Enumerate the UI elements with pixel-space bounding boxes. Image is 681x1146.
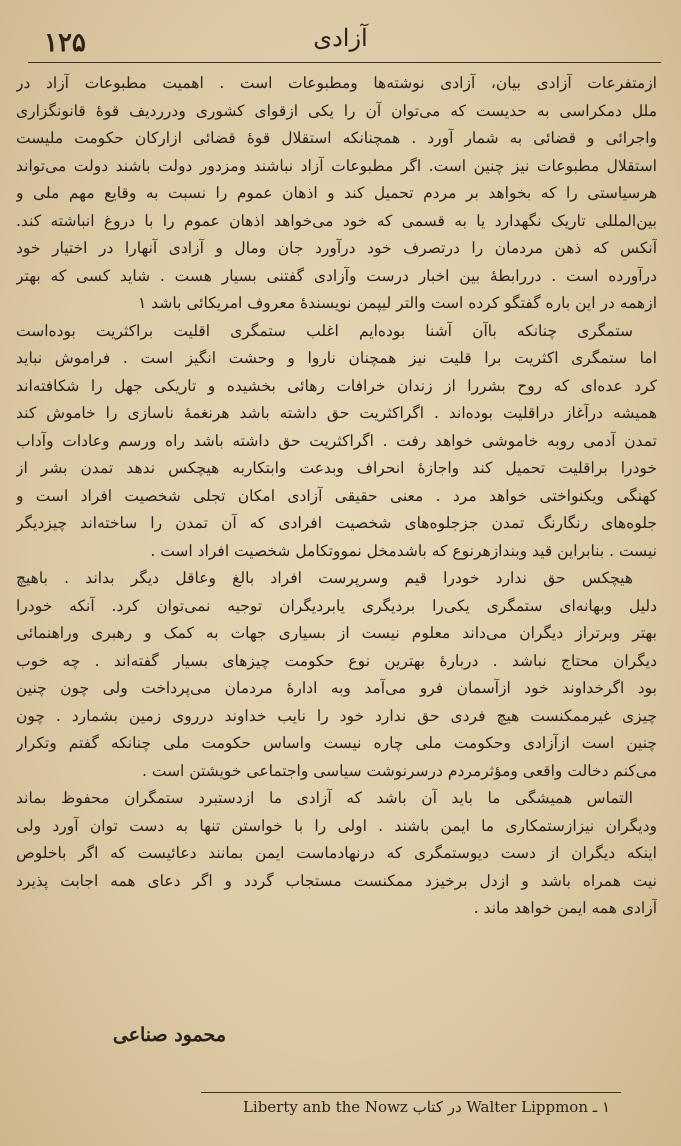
text-line: استقلال مطبوعات نیز چنین است. اگر مطبوعات آزاد نباشند ومزدور دولت باشند دولت می‌تواند <box>16 156 657 175</box>
text-line: واجرائی و قضائی به شمار آورد . همچنانکه استقلال قوهٔ قضائی ازارکان حکومت ملیست <box>16 129 657 147</box>
page-number: ۱۲۵ <box>44 28 86 58</box>
text-line: کرد عده‌ای که روح بشررا از زندان خرافات رهائی بخشیده و تاریکی جهل را شکافته‌اند <box>16 376 657 395</box>
text-line: ودیگران نیزازستمکاری ما ایمن باشند . اولی را با خواستن تنها به دست توان آورد ولی <box>16 816 657 835</box>
author-signature: محمود صناعی <box>112 1024 226 1046</box>
text-line: چنین است ازآزادی وحکومت ملی چاره نیست واساس حکومت ملی چنانکه گفتم وتکرار <box>16 734 657 752</box>
text-line: ازهمه در این باره گفتگو کرده است والتر لیپمن نویسندهٔ معروف امریکائی باشد ۱ <box>137 294 657 312</box>
text-line: بین‌المللی تاریک نگهدارد یا به قسمی که خود می‌خواهد اذهان عموم را با دروغ انباشته کند. <box>16 211 657 230</box>
text-line: نیست . بنابراین قید وبندازهرنوع که باشدمخل نمووتکامل شخصیت افراد است . <box>150 541 657 560</box>
text-line: ازمتفرعات آزادی بیان، آزادی نوشته‌ها ومطبوعات است . اهمیت مطبوعات آزاد در <box>16 74 657 92</box>
footnote-rule <box>201 1092 621 1093</box>
text-line: التماس همیشگی ما باید آن باشد که آزادی ما ازدستبرد ستمگران محفوظ بماند <box>16 789 633 807</box>
text-line: ملل دمکراسی به حدیست که می‌توان آن را یکی ازقوای کشوری ودرردیف قوهٔ قانونگزاری <box>16 101 657 120</box>
running-title: آزادی <box>313 24 368 52</box>
text-line: اینکه دیگران از دست دیوستمگری که درنهادماست ایمن بمانند دعائیست که اگر باخلوص <box>16 844 657 862</box>
page-header <box>0 18 681 62</box>
footnote: ۱ ـ Walter Lippmon در کتاب Liberty anb the Nowz <box>242 1098 610 1116</box>
text-line: همیشه درآغاز دراقلیت بوده‌اند . اگراکثریت حق داشته باشد هرنغمهٔ ناسازی را خاموش کند <box>16 404 657 422</box>
text-line: هرسیاستی را که بخواهد بر مردم تحمیل کند و اذهان عموم را نسبت به وقایع مهم ملی و <box>16 184 657 202</box>
text-line: بود اگرخداوند خود ازآسمان فرو می‌آمد وبه ادارهٔ مردمان می‌پرداخت ولی چون چنین <box>16 679 657 697</box>
text-line: درآورده است . دررابطهٔ بین اخبار درست وآزادی گفتنی بسیار هست . شاید کسی که بهتر <box>16 266 657 285</box>
text-line: بهتر وبرتراز دیگران می‌داند معلوم نیست از بسیاری جهات به کمک و رهبری وراهنمائی <box>16 624 657 642</box>
text-line: هیچکس حق ندارد خودرا قیم وسرپرست افراد بالغ وعاقل دیگر بداند . باهیچ <box>16 569 633 587</box>
text-line: جلوه‌های رنگارنگ تمدن جزجلوه‌های شخصیت افرادی که آن تمدن را ساخته‌اند چیزدیگر <box>16 514 657 532</box>
text-line: نیت همراه باشد و ازدل برخیزد ممکنست مستجاب گردد و اگر دعای همه اجابت پذیرد <box>16 871 657 890</box>
text-line: اما ستمگری اکثریت برا قلیت نیز همچنان ناروا و وحشت انگیز است . فراموش نباید <box>16 349 657 367</box>
text-line: آزادی همه ایمن خواهد ماند . <box>473 899 657 917</box>
text-line: دلیل وبهانه‌ای ستمگری یکی‌را بردیگری یابردیگران توجیه نمی‌توان کرد. آنکه خودرا <box>16 596 657 615</box>
text-line: تمدن آدمی روبه خاموشی خواهد رفت . اگراکثریت حق داشته باشد راه ورسم وعادات وآداب <box>16 431 657 450</box>
text-line: می‌کنم دخالت واقعی ومؤثرمردم درسرنوشت سیاسی واجتماعی خویشتن است . <box>142 761 657 780</box>
text-line: دیگران محتاج نباشد . دربارهٔ بهترین نوع حکومت چیزهای بسیار گفته‌اند . چه خوب <box>16 651 657 670</box>
text-line: ستمگری چنانکه باآن آشنا بوده‌ایم اغلب ستمگری اقلیت براکثریت بوده‌است <box>16 321 633 340</box>
header-rule <box>28 62 661 63</box>
text-line: چیزی غیرممکنست هیچ فردی حق ندارد خود را نایب خداوند درروی زمین بشمارد . چون <box>16 706 657 725</box>
text-line: خودرا براقلیت تحمیل کند واجازهٔ انحراف وبدعت وابتکاربه هیچکس ندهد تمدن بشر از <box>16 459 657 477</box>
text-line: آنکس که ذهن مردمان را درتصرف خود درآورد جان ومال و آزادی آنهارا در اختیار خود <box>16 239 657 257</box>
article-body <box>16 70 657 923</box>
text-line: کهنگی ویکنواختی خواهد مرد . معنی حقیقی آزادی امکان تجلی شخصیت افراد است و <box>16 486 657 505</box>
